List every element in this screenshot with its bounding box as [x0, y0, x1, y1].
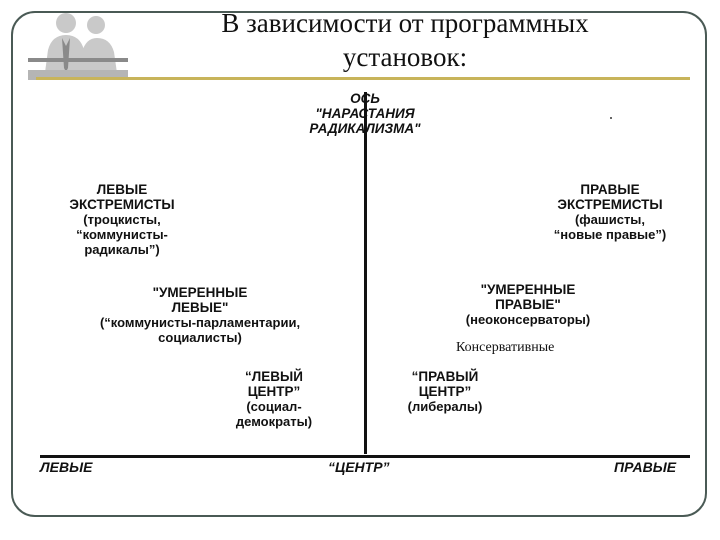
vertical-axis — [364, 92, 367, 454]
moderate-right-note: Консервативные — [456, 340, 555, 355]
title-line-2: установок: — [342, 42, 468, 72]
stray-dot — [610, 117, 612, 119]
group-moderate-left: "УМЕРЕННЫЕ ЛЕВЫЕ" (“коммунисты-парламентарии, социалисты) — [99, 285, 301, 345]
slide-title — [140, 6, 670, 74]
title-line-1: В зависимости от программных — [221, 8, 589, 38]
people-silhouette-logo — [22, 8, 132, 80]
group-left-extremists: ЛЕВЫЕ ЭКСТРЕМИСТЫ (троцкисты, “коммунисты- радикалы”) — [69, 182, 175, 257]
group-moderate-right: "УМЕРЕННЫЕ ПРАВЫЕ" (неоконсерваторы) — [465, 282, 591, 327]
axis-center-label: “ЦЕНТР” — [328, 459, 390, 475]
title-underline — [36, 77, 690, 80]
vertical-axis-label: ОСЬ "НАРАСТАНИЯ РАДИКАЛИЗМА" — [309, 91, 421, 136]
slide-frame — [11, 11, 707, 517]
group-right-extremists: ПРАВЫЕ ЭКСТРЕМИСТЫ (фашисты, “новые правые”) — [553, 182, 667, 242]
horizontal-axis — [40, 455, 690, 458]
group-right-center: “ПРАВЫЙ ЦЕНТР” (либералы) — [407, 369, 483, 414]
axis-right-end-label: ПРАВЫЕ — [614, 459, 677, 475]
axis-left-end-label: ЛЕВЫЕ — [40, 459, 93, 475]
group-left-center: “ЛЕВЫЙ ЦЕНТР” (социал- демократы) — [235, 369, 313, 429]
